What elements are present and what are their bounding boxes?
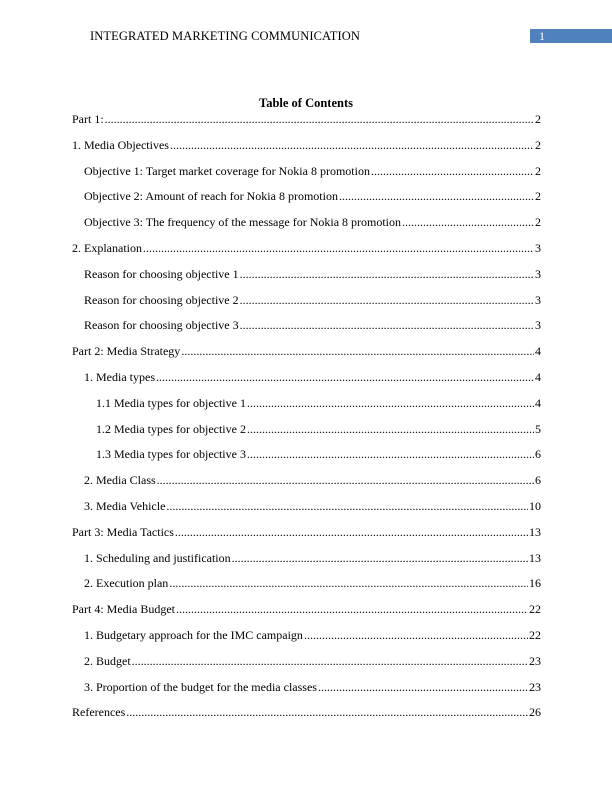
toc-entry[interactable] bbox=[72, 602, 541, 628]
toc-entry[interactable] bbox=[72, 628, 541, 654]
toc-dot-leader bbox=[175, 525, 528, 539]
toc-entry[interactable] bbox=[72, 293, 541, 319]
toc-entry[interactable] bbox=[72, 447, 541, 473]
toc-dot-leader bbox=[232, 551, 528, 565]
toc-entry-page: 4 bbox=[535, 369, 541, 384]
toc-entry-label[interactable]: Objective 2: Amount of reach for Nokia 8 promotion bbox=[84, 189, 338, 204]
toc-entry-label[interactable]: 3. Media Vehicle bbox=[84, 498, 166, 513]
toc-entry-label[interactable]: 1. Scheduling and justification bbox=[84, 550, 231, 565]
toc-entry-page: 5 bbox=[535, 421, 541, 436]
toc-dot-leader bbox=[240, 293, 534, 307]
toc-entry[interactable] bbox=[72, 525, 541, 551]
toc-entry-page: 22 bbox=[529, 602, 541, 617]
toc-dot-leader bbox=[166, 499, 528, 513]
toc-title: Table of Contents bbox=[259, 96, 353, 110]
toc-entry-label[interactable]: 2. Explanation bbox=[72, 240, 142, 255]
toc-dot-leader bbox=[240, 318, 534, 332]
toc-entry[interactable] bbox=[72, 499, 541, 525]
toc-dot-leader bbox=[176, 602, 528, 616]
toc-entry-label[interactable]: 2. Budget bbox=[84, 653, 131, 668]
toc-dot-leader bbox=[181, 344, 534, 358]
toc-entry-label[interactable]: 2. Execution plan bbox=[84, 576, 169, 591]
toc-entry-page: 3 bbox=[535, 240, 541, 255]
toc-entry-label[interactable]: 1.1 Media types for objective 1 bbox=[96, 395, 246, 410]
table-of-contents bbox=[72, 112, 541, 731]
toc-dot-leader bbox=[247, 396, 534, 410]
toc-entry-page: 3 bbox=[535, 318, 541, 333]
toc-entry-label[interactable]: 2. Media Class bbox=[84, 473, 156, 488]
toc-entry-page: 3 bbox=[535, 292, 541, 307]
toc-entry[interactable] bbox=[72, 112, 541, 138]
toc-dot-leader bbox=[132, 654, 528, 668]
toc-entry-page: 6 bbox=[535, 473, 541, 488]
toc-entry[interactable] bbox=[72, 654, 541, 680]
toc-entry[interactable] bbox=[72, 318, 541, 344]
toc-entry-label[interactable]: Part 1: bbox=[72, 112, 104, 126]
toc-entry-label[interactable]: 1. Media Objectives bbox=[72, 137, 169, 152]
toc-entry-label[interactable]: Part 3: Media Tactics bbox=[72, 524, 174, 539]
toc-dot-leader bbox=[304, 628, 528, 642]
toc-entry-label[interactable]: Reason for choosing objective 3 bbox=[84, 318, 239, 333]
toc-entry-label[interactable]: 1.2 Media types for objective 2 bbox=[96, 421, 246, 436]
toc-dot-leader bbox=[156, 370, 534, 384]
toc-entry-page: 22 bbox=[529, 627, 541, 642]
toc-dot-leader bbox=[170, 138, 534, 152]
toc-entry[interactable] bbox=[72, 241, 541, 267]
toc-entry-page: 2 bbox=[535, 137, 541, 152]
toc-entry-label[interactable]: Objective 1: Target market coverage for Nokia 8 promotion bbox=[84, 163, 370, 178]
toc-dot-leader bbox=[402, 215, 534, 229]
toc-dot-leader bbox=[339, 189, 534, 203]
toc-entry-label[interactable]: Reason for choosing objective 1 bbox=[84, 266, 239, 281]
toc-entry[interactable] bbox=[72, 215, 541, 241]
toc-dot-leader bbox=[143, 241, 534, 255]
toc-entry-page: 2 bbox=[535, 189, 541, 204]
toc-entry[interactable] bbox=[72, 370, 541, 396]
toc-entry[interactable] bbox=[72, 422, 541, 448]
toc-dot-leader bbox=[169, 576, 528, 590]
toc-entry-page: 2 bbox=[535, 163, 541, 178]
toc-entry-label[interactable]: Objective 3: The frequency of the message for Nokia 8 promotion bbox=[84, 215, 402, 230]
running-header-title: INTEGRATED MARKETING COMMUNICATION bbox=[90, 29, 361, 43]
toc-dot-leader bbox=[157, 473, 534, 487]
toc-dot-leader bbox=[105, 112, 534, 126]
toc-entry-page: 10 bbox=[529, 498, 541, 513]
toc-entry-page: 4 bbox=[535, 344, 541, 359]
toc-entry-label[interactable]: Part 2: Media Strategy bbox=[72, 344, 181, 359]
toc-entry-label[interactable]: 3. Proportion of the budget for the media classes bbox=[84, 679, 317, 694]
toc-entry[interactable] bbox=[72, 473, 541, 499]
toc-entry-page: 26 bbox=[529, 705, 541, 720]
toc-entry-label[interactable]: 1.3 Media types for objective 3 bbox=[96, 447, 246, 462]
toc-entry-label[interactable]: References bbox=[72, 705, 126, 720]
toc-dot-leader bbox=[247, 447, 534, 461]
toc-entry-page: 16 bbox=[529, 576, 541, 591]
toc-entry-label[interactable]: 1. Media types bbox=[84, 369, 155, 384]
toc-dot-leader bbox=[126, 705, 528, 719]
toc-entry-page: 2 bbox=[535, 215, 541, 230]
toc-entry[interactable] bbox=[72, 396, 541, 422]
toc-entry-page: 13 bbox=[529, 524, 541, 539]
toc-entry[interactable] bbox=[72, 344, 541, 370]
toc-entry[interactable] bbox=[72, 680, 541, 706]
toc-entry-page: 4 bbox=[535, 395, 541, 410]
toc-entry[interactable] bbox=[72, 551, 541, 577]
toc-entry-page: 3 bbox=[535, 266, 541, 281]
toc-dot-leader bbox=[247, 422, 534, 436]
toc-entry[interactable] bbox=[72, 138, 541, 164]
toc-entry[interactable] bbox=[72, 267, 541, 293]
toc-entry[interactable] bbox=[72, 164, 541, 190]
toc-entry-label[interactable]: Reason for choosing objective 2 bbox=[84, 292, 239, 307]
toc-entry-page: 23 bbox=[529, 653, 541, 668]
toc-entry-page: 2 bbox=[535, 112, 541, 126]
toc-dot-leader bbox=[318, 680, 528, 694]
toc-entry[interactable] bbox=[72, 189, 541, 215]
toc-entry-page: 6 bbox=[535, 447, 541, 462]
toc-dot-leader bbox=[240, 267, 534, 281]
toc-entry[interactable] bbox=[72, 705, 541, 731]
toc-entry-label[interactable]: 1. Budgetary approach for the IMC campaign bbox=[84, 627, 303, 642]
toc-entry-page: 13 bbox=[529, 550, 541, 565]
toc-entry-page: 23 bbox=[529, 679, 541, 694]
toc-entry[interactable] bbox=[72, 576, 541, 602]
toc-entry-label[interactable]: Part 4: Media Budget bbox=[72, 602, 175, 617]
page-number-badge: 1 bbox=[530, 29, 612, 43]
toc-dot-leader bbox=[371, 164, 534, 178]
